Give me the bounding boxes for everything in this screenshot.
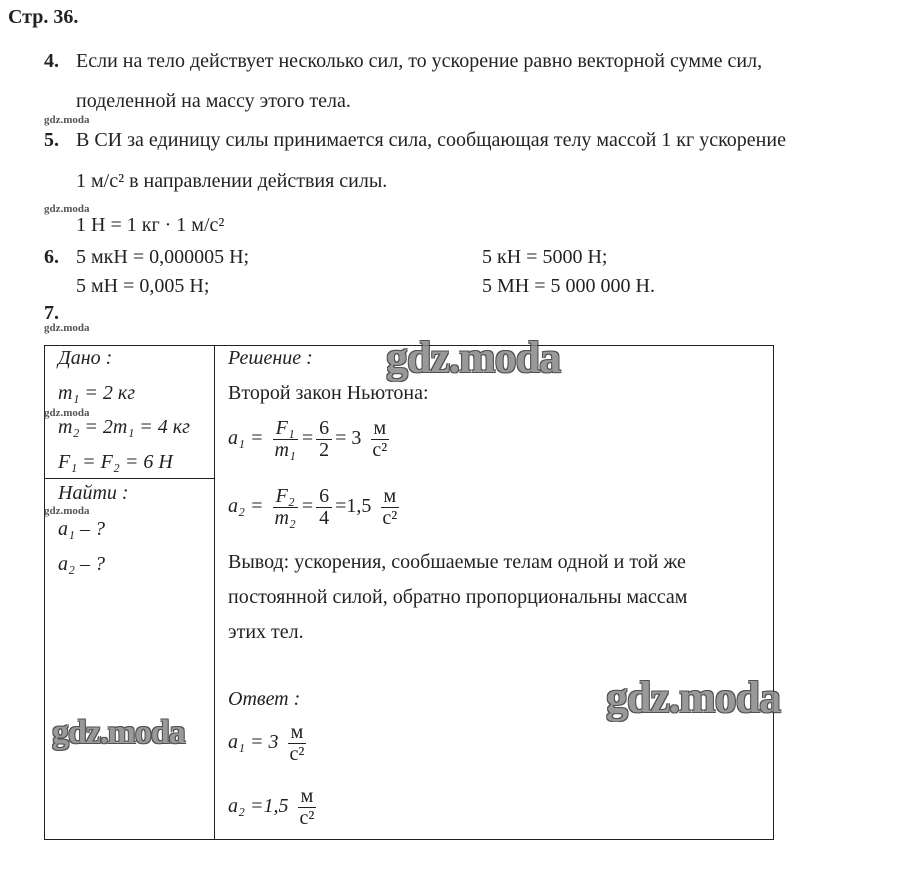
given-value: m₁ = 2 кг <box>58 382 136 404</box>
equation-1 <box>228 418 393 461</box>
item-text: 5 кН = 5000 Н; <box>482 246 608 268</box>
answer-1 <box>228 722 310 765</box>
eq-sign: = <box>301 495 314 518</box>
item-text: 5 МН = 5 000 000 Н. <box>482 275 655 297</box>
unit-num: м <box>288 722 307 744</box>
eq-num: 6 <box>316 418 332 440</box>
find-title: Найти : <box>58 482 129 504</box>
item-number: 5. <box>44 129 59 151</box>
divider <box>214 345 215 840</box>
law-text: Второй закон Ньютона: <box>228 382 429 404</box>
conclusion-line: постоянной силой, обратно пропорциональны массам <box>228 586 688 608</box>
unit-num: м <box>381 486 400 508</box>
find-value: a₂ – ? <box>58 553 105 575</box>
item-text: 1 Н = 1 кг · 1 м/с² <box>76 214 225 236</box>
watermark-large: gdz.moda <box>606 673 781 722</box>
eq-result: =1,5 <box>335 495 372 518</box>
watermark: gdz.moda <box>44 407 90 419</box>
eq-lhs: a₂ = <box>228 495 264 518</box>
conclusion-line: Вывод: ускорения, сообшаемые телам одной и той же <box>228 551 686 573</box>
unit-den: с² <box>382 507 398 529</box>
eq-num: 6 <box>316 486 332 508</box>
unit-den: с² <box>372 439 388 461</box>
given-value: F₁ = F₂ = 6 Н <box>58 451 173 473</box>
item-number: 7. <box>44 302 59 324</box>
eq-den: m₁ <box>274 439 296 461</box>
page-header: Стр. 36. <box>8 6 79 28</box>
eq-num: F₁ <box>273 418 298 440</box>
item-text: поделенной на массу этого тела. <box>76 90 351 112</box>
ans-lhs: a₂ =1,5 <box>228 795 289 818</box>
find-value: a₁ – ? <box>58 518 105 540</box>
solution-title: Решение : <box>228 347 313 369</box>
watermark: gdz.moda <box>44 203 90 215</box>
given-value: m₂ = 2m₁ = 4 кг <box>58 416 190 438</box>
divider <box>44 478 215 479</box>
item-text: Если на тело действует несколько сил, то ускорение равно векторной сумме сил, <box>76 50 763 72</box>
item-text: 5 мН = 0,005 Н; <box>76 275 210 297</box>
watermark-large: gdz.moda <box>386 333 561 382</box>
watermark: gdz.moda <box>44 322 90 334</box>
item-text: 5 мкН = 0,000005 Н; <box>76 246 250 268</box>
unit-den: с² <box>299 807 315 829</box>
item-number: 4. <box>44 50 59 72</box>
eq-lhs: a₁ = <box>228 427 264 450</box>
item-number: 6. <box>44 246 59 268</box>
eq-sign: = <box>301 427 314 450</box>
watermark: gdz.moda <box>44 505 90 517</box>
unit-num: м <box>371 418 390 440</box>
answer-title: Ответ : <box>228 688 301 710</box>
item-text: В СИ за единицу силы принимается сила, сообщающая телу массой 1 кг ускорение <box>76 129 786 151</box>
eq-den: 2 <box>319 439 330 461</box>
eq-num: F₂ <box>273 486 298 508</box>
unit-num: м <box>298 786 317 808</box>
answer-2 <box>228 786 320 829</box>
watermark: gdz.moda <box>44 114 90 126</box>
eq-den: m₂ <box>274 507 296 529</box>
conclusion-line: этих тел. <box>228 621 304 643</box>
ans-lhs: a₁ = 3 <box>228 731 279 754</box>
item-text: 1 м/с² в направлении действия силы. <box>76 170 388 192</box>
eq-result: = 3 <box>335 427 362 450</box>
given-title: Дано : <box>58 347 113 369</box>
watermark-large: gdz.moda <box>52 714 185 751</box>
equation-2 <box>228 486 403 529</box>
eq-den: 4 <box>319 507 330 529</box>
unit-den: с² <box>289 743 305 765</box>
